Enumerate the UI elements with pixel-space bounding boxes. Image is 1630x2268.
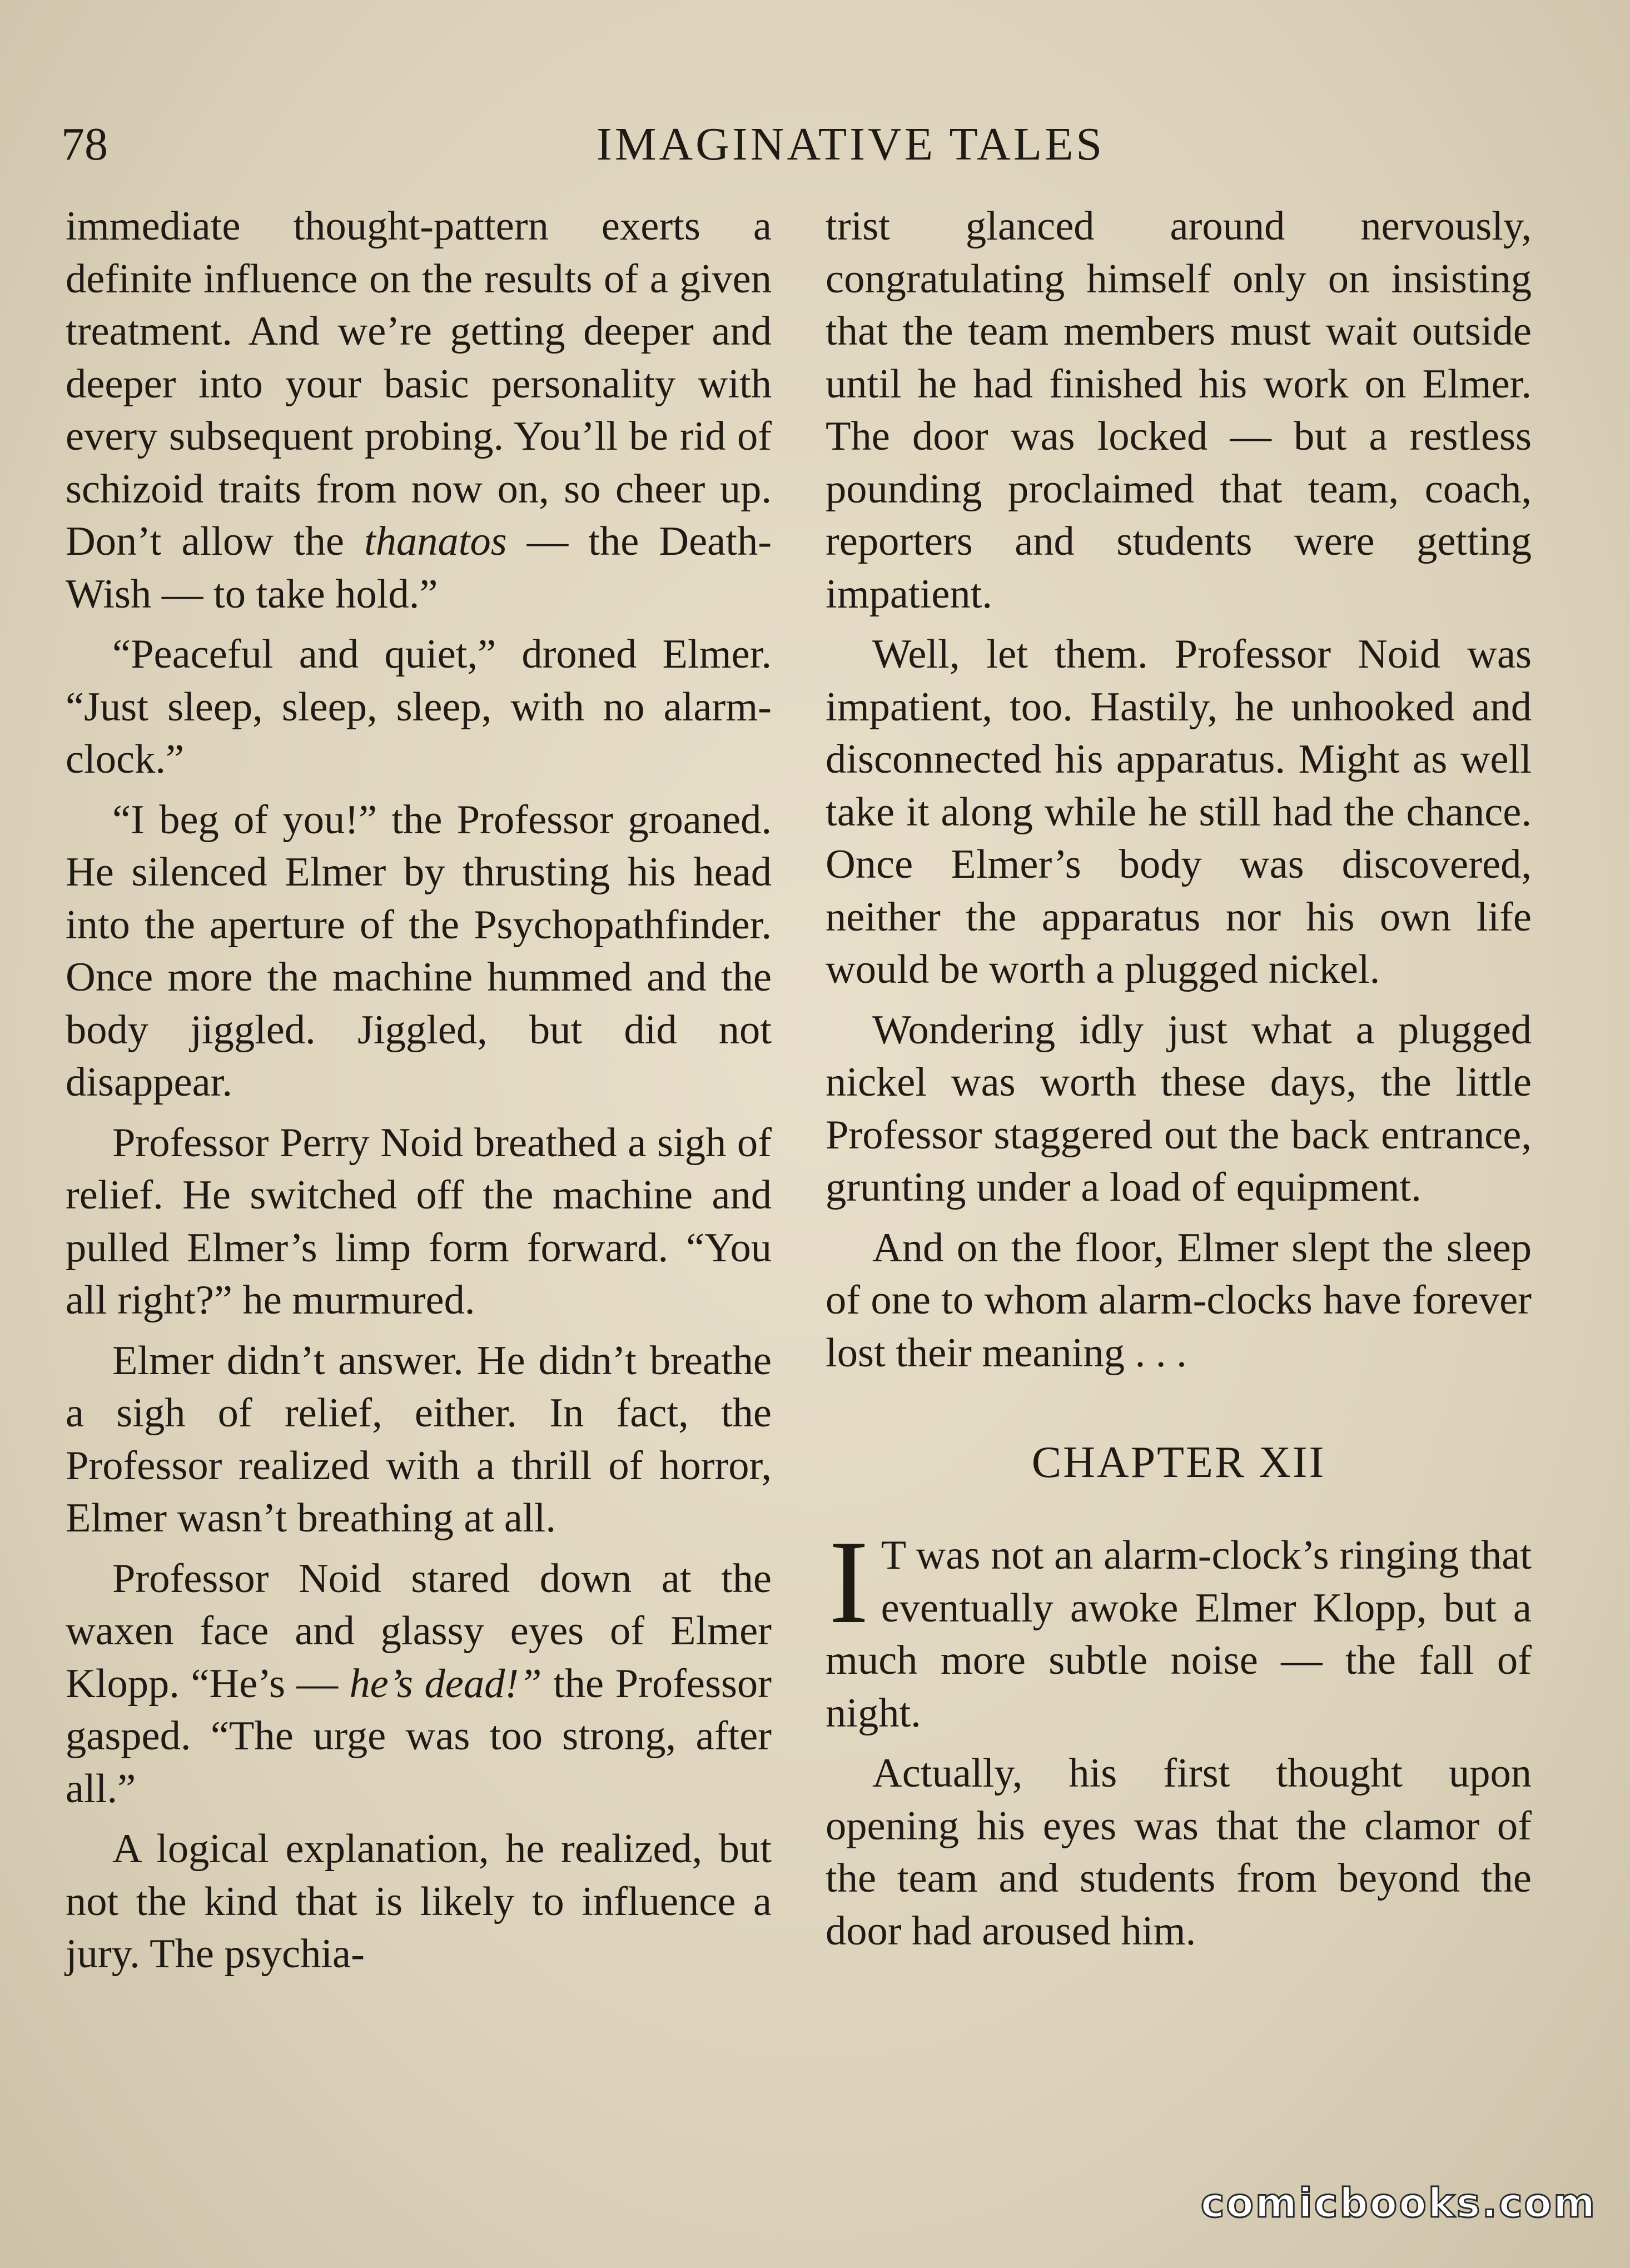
paragraph: Well, let them. Professor Noid was impatient, too. Hastily, he unhooked and disconnected his apparatus. Might as well take it along while he still had the chance. Once Elmer’s body was discovered, neither the apparatus nor his own life would be worth a plugged nickel. [826,631,1532,992]
paragraph: Actually, his first thought upon opening his eyes was that the clamor of the team and students from beyond the door had aroused him. [826,1750,1532,1954]
paragraph: immediate thought-pattern exerts a definite influence on the results of a given treatment. And we’re getting deeper and deeper into your basic personality with every subsequent probing. You’ll be rid of schizoid traits from now on, so cheer up. Don’t allow the thanatos — the Death-Wish — to take hold.” [66,203,772,617]
paragraph: I T was not an alarm-clock’s ringing that eventually awoke Elmer Klopp, but a much more subtle noise — the fall of night. [826,1515,1532,1736]
paragraph: Elmer didn’t answer. He didn’t breathe a sigh of relief, either. In fact, the Professor realized with a thrill of horror, Elmer wasn’t breathing at all. [66,1337,772,1541]
paragraph: Wondering idly just what a plugged nickel was worth these days, the little Professor staggered out the back entrance, grunting under a load of equipment. [826,1007,1532,1210]
right-column [826,200,1532,1965]
paragraph: Professor Perry Noid breathed a sigh of relief. He switched off the machine and pulled Elmer’s limp form forward. “You all right?” he murmured. [66,1120,772,1323]
page-number: 78 [61,118,108,170]
paragraph: “Peaceful and quiet,” droned Elmer. “Just sleep, sleep, sleep, with no alarm-clock.” [66,631,772,782]
paragraph: “I beg of you!” the Professor groaned. He silenced Elmer by thrusting his head into the aperture of the Psychopathfinder. Once more the machine hummed and the body jiggled. Jiggled, but did not disappear. [66,797,772,1105]
paragraph: A logical explanation, he realized, but not the kind that is likely to influence a jury. The psychia- [66,1826,772,1977]
italic-phrase: he’s dead!” [349,1660,542,1707]
drop-cap: I [829,1515,869,1648]
paragraph: trist glanced around nervously, congratulating himself only on insisting that the team members must wait outside until he had finished his work on Elmer. The door was locked — but a restless pounding proclaimed that team, coach, reporters and students were getting impatient. [826,203,1532,617]
italic-word: thanatos [364,519,507,564]
running-title: IMAGINATIVE TALES [596,118,1105,170]
page-header [61,114,1529,175]
chapter-heading: CHAPTER XII [1031,1438,1326,1487]
left-column [66,200,772,1988]
paragraph: And on the floor, Elmer slept the sleep of one to whom alarm-clocks have forever lost their meaning . . . [826,1225,1532,1376]
paragraph: Professor Noid stared down at the waxen face and glassy eyes of Elmer Klopp. “He’s — he’s dead!” the Professor gasped. “The urge was too strong, after all.” [66,1555,772,1812]
watermark: comicbooks.com [1200,2180,1597,2226]
